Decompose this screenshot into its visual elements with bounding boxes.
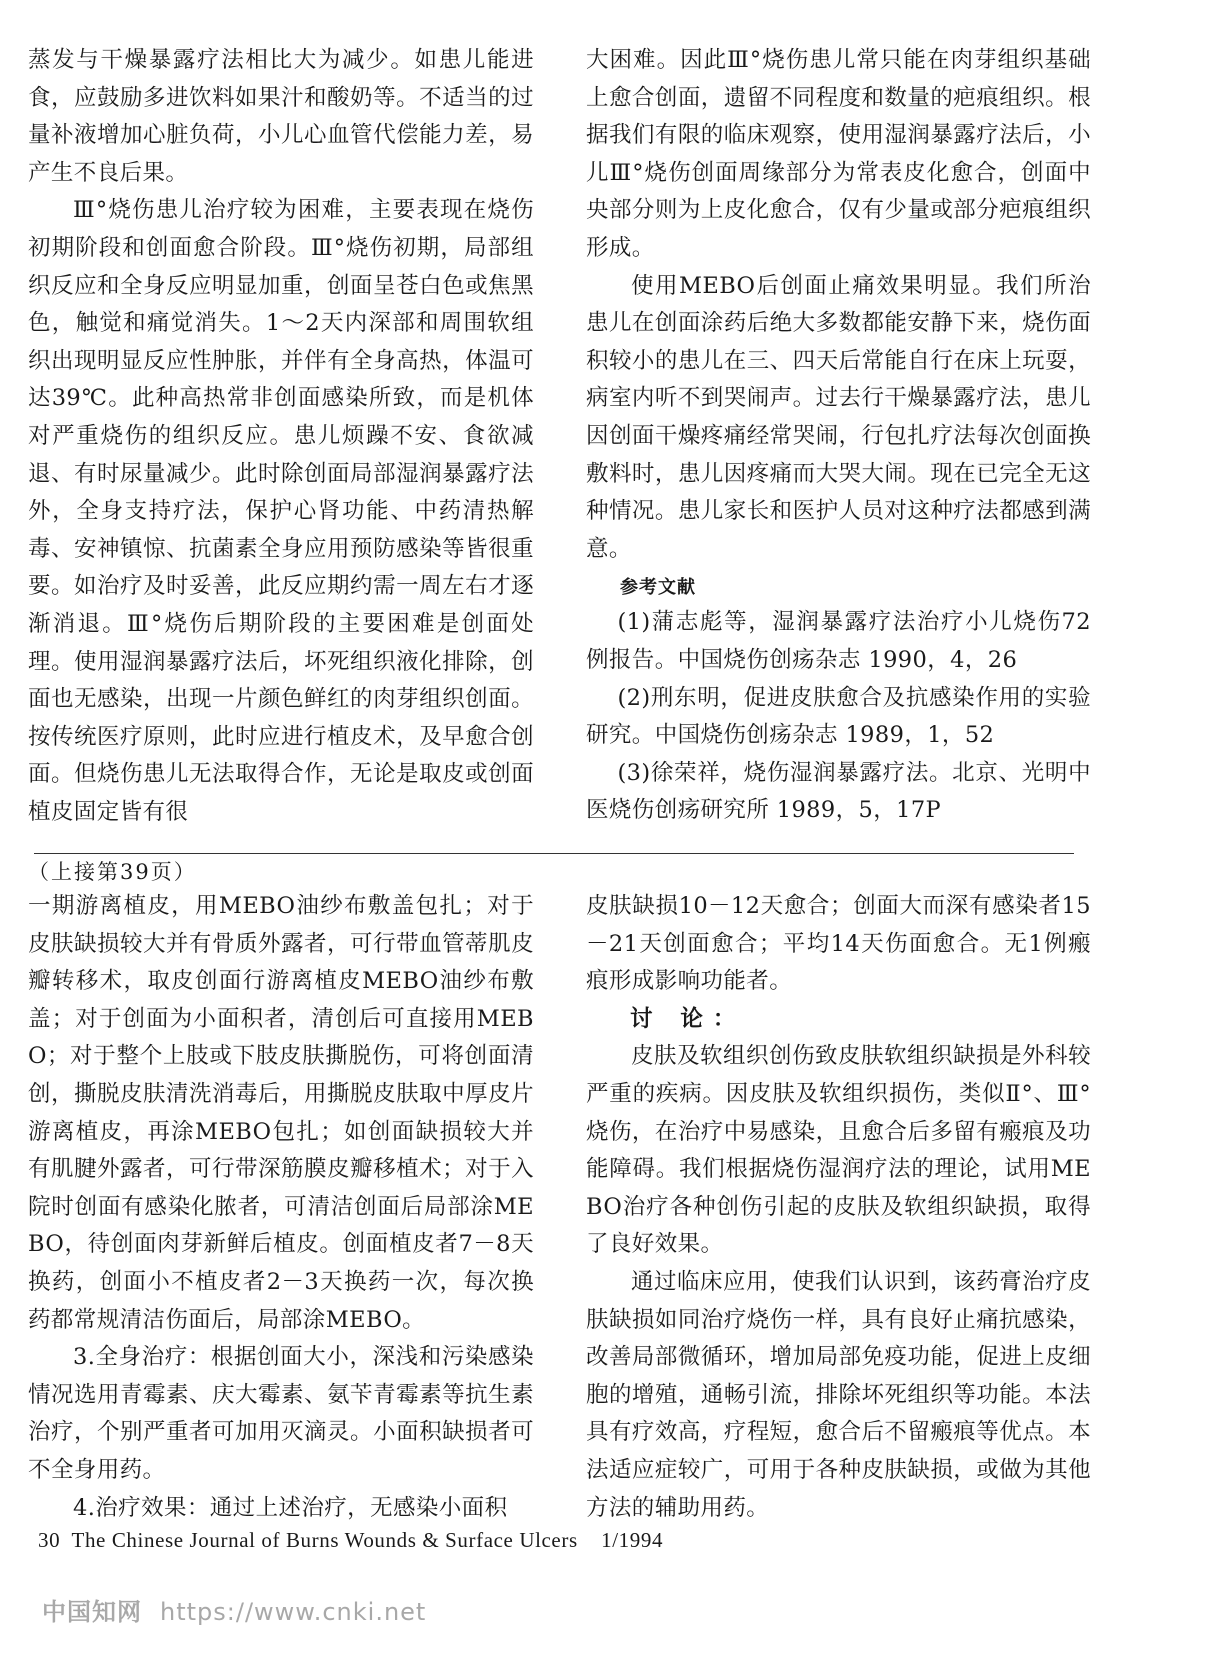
page-footer <box>38 1528 663 1553</box>
paragraph: 大困难。因此Ⅲ°烧伤患儿常只能在肉芽组织基础上愈合创面，遗留不同程度和数量的疤痕组织。根据我们有限的临床观察，使用湿润暴露疗法后，小儿Ⅲ°烧伤创面周缘部分为常表皮化愈合，创面中央部分则为上皮化愈合，仅有少量或部分疤痕组织形成。 <box>586 47 1091 261</box>
watermark-site-name: 中国知网 <box>42 1598 142 1626</box>
paragraph: 一期游离植皮，用MEBO油纱布敷盖包扎；对于皮肤缺损较大并有骨质外露者，可行带血管蒂肌皮瓣转移术，取皮创面行游离植皮MEBO油纱布敷盖；对于创面为小面积者，清创后可直接用MEBO；对于整个上肢或下肢皮肤撕脱伤，可将创面清创，撕脱皮肤清洗消毒后，用撕脱皮肤取中厚皮片游离植皮，再涂MEBO包扎；如创面缺损较大并有肌腱外露者，可行带深筋膜皮瓣移植术；对于入院时创面有感染化脓者，可清洁创面后局部涂MEBO，待创面肉芽新鲜后植皮。创面植皮者7－8天换药，创面小不植皮者2－3天换药一次，每次换药都常规清洁伤面后，局部涂MEBO。 <box>28 893 534 1333</box>
page-number: 30 <box>38 1528 61 1552</box>
references-heading: 参考文献 <box>620 577 696 599</box>
cnki-watermark <box>42 1592 426 1627</box>
journal-name: The Chinese Journal of Burns Wounds & Surface Ulcers <box>71 1528 578 1552</box>
top-left-column <box>28 42 534 831</box>
bottom-left-column <box>28 888 534 1527</box>
reference-item: (1)蒲志彪等，湿润暴露疗法治疗小儿烧伤72例报告。中国烧伤创疡杂志 1990，4，26 <box>586 609 1091 673</box>
paragraph: 蒸发与干燥暴露疗法相比大为减少。如患儿能进食，应鼓励多进饮料如果汁和酸奶等。不适当的过量补液增加心脏负荷，小儿心血管代偿能力差，易产生不良后果。 <box>28 47 534 186</box>
section-divider <box>34 853 1074 854</box>
paragraph: 使用MEBO后创面止痛效果明显。我们所治患儿在创面涂药后绝大多数都能安静下来，烧伤面积较小的患儿在三、四天后常能自行在床上玩耍，病室内听不到哭闹声。过去行干燥暴露疗法，患儿因创面干燥疼痛经常哭闹，行包扎疗法每次创面换敷料时，患儿因疼痛而大哭大闹。现在已完全无这种情况。患儿家长和医护人员对这种疗法都感到满意。 <box>586 272 1091 562</box>
paragraph: Ⅲ°烧伤患儿治疗较为困难，主要表现在烧伤初期阶段和创面愈合阶段。Ⅲ°烧伤初期，局部组织反应和全身反应明显加重，创面呈苍白色或焦黑色，触觉和痛觉消失。1～2天内深部和周围软组织出现明显反应性肿胀，并伴有全身高热，体温可达39℃。此种高热常非创面感染所致，而是机体对严重烧伤的组织反应。患儿烦躁不安、食欲减退、有时尿量减少。此时除创面局部湿润暴露疗法外，全身支持疗法，保护心肾功能、中药清热解毒、安神镇惊、抗菌素全身应用预防感染等皆很重要。如治疗及时妥善，此反应期约需一周左右才逐渐消退。Ⅲ°烧伤后期阶段的主要困难是创面处理。使用湿润暴露疗法后，坏死组织液化排除，创面也无感染，出现一片颜色鲜红的肉芽组织创面。按传统医疗原则，此时应进行植皮术，及早愈合创面。但烧伤患儿无法取得合作，无论是取皮或创面植皮固定皆有很 <box>28 197 534 825</box>
paragraph: 皮肤缺损10－12天愈合；创面大而深有感染者15－21天创面愈合；平均14天伤面愈合。无1例瘢痕形成影响功能者。 <box>586 893 1091 995</box>
reference-item: (3)徐荣祥，烧伤湿润暴露疗法。北京、光明中医烧伤创疡研究所 1989，5，17P <box>586 759 1091 824</box>
discussion-heading: 讨 论： <box>630 1005 746 1032</box>
paragraph: 通过临床应用，使我们认识到，该药膏治疗皮肤缺损如同治疗烧伤一样，具有良好止痛抗感染，改善局部微循环，增加局部免疫功能，促进上皮细胞的增殖，通畅引流，排除坏死组织等功能。本法具有疗效高，疗程短，愈合后不留瘢痕等优点。本法适应症较广，可用于各种皮肤缺损，或做为其他方法的辅助用药。 <box>586 1268 1091 1521</box>
paragraph: 3.全身治疗：根据创面大小，深浅和污染感染情况选用青霉素、庆大霉素、氨苄青霉素等抗生素治疗，个别严重者可加用灭滴灵。小面积缺损者可不全身用药。 <box>28 1344 534 1483</box>
continued-from-note: （上接第39页） <box>28 860 197 884</box>
bottom-right-column <box>586 888 1091 1527</box>
issue-number: 1/1994 <box>601 1528 664 1552</box>
reference-item: (2)刑东明，促进皮肤愈合及抗感染作用的实验研究。中国烧伤创疡杂志 1989，1，52 <box>586 684 1091 749</box>
top-right-column <box>586 42 1091 830</box>
paragraph: 皮肤及软组织创伤致皮肤软组织缺损是外科较严重的疾病。因皮肤及软组织损伤，类似Ⅱ°、Ⅲ°烧伤，在治疗中易感染，且愈合后多留有瘢痕及功能障碍。我们根据烧伤湿润疗法的理论，试用MEBO治疗各种创伤引起的皮肤及软组织缺损，取得了良好效果。 <box>586 1043 1091 1258</box>
watermark-url: https://www.cnki.net <box>160 1598 427 1626</box>
paragraph: 4.治疗效果：通过上述治疗，无感染小面积 <box>73 1494 508 1521</box>
